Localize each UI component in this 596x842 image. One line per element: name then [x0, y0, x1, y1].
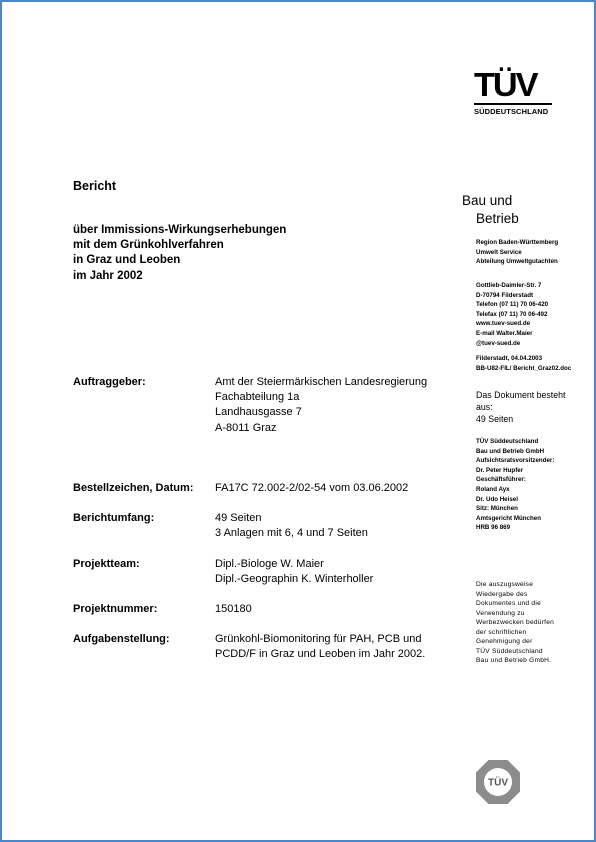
- notice-line: Wiedergabe des: [476, 590, 528, 598]
- client-line: Amt der Steiermärkischen Landesregierung: [215, 376, 428, 388]
- company-line: Sitz: München: [476, 505, 518, 513]
- address-line: Telefon (07 11) 70 06-420: [476, 301, 549, 309]
- notice-line: Dokumentes und die: [476, 600, 541, 607]
- address-line: D-70794 Filderstadt: [476, 291, 534, 299]
- company-line: Aufsichtsratsvorsitzender:: [476, 457, 555, 465]
- seal-text: TÜV: [488, 777, 508, 789]
- team-line: Dipl.-Biologe W. Maier: [215, 558, 324, 570]
- task-line: PCDD/F in Graz und Leoben im Jahr 2002.: [215, 648, 426, 661]
- task-line: Grünkohl-Biomonitoring für PAH, PCB und: [215, 633, 422, 645]
- notice-line: Genehmigung der: [476, 638, 533, 645]
- task-value: [215, 632, 425, 662]
- order-label: Bestellzeichen, Datum:: [73, 482, 194, 494]
- company-block: [476, 437, 554, 533]
- order-value: FA17C 72.002-2/02-54 vom 03.06.2002: [215, 482, 409, 494]
- notice-line: der schriftlichen: [476, 628, 527, 636]
- notice-line: Verwendung zu: [476, 609, 525, 617]
- subject-line: über Immissions-Wirkungserhebungen: [73, 224, 287, 236]
- client-value: [215, 375, 427, 436]
- subject-line: in Graz und Leoben: [73, 254, 181, 267]
- region-line: Region Baden-Württemberg: [476, 239, 559, 246]
- address-line: @tuev-sued.de: [476, 339, 521, 347]
- company-line: Amtsgericht München: [476, 514, 541, 522]
- company-line: HRB 96 869: [476, 524, 511, 532]
- scope-label: Berichtumfang:: [73, 512, 155, 524]
- notice-line: Die auszugsweise: [476, 581, 534, 588]
- region-line: Abteilung Umweltgutachten: [476, 258, 558, 266]
- division-line: Betrieb: [476, 211, 519, 226]
- logo-rule: [474, 103, 552, 105]
- division-line: Bau und: [462, 193, 513, 208]
- address-block: [476, 281, 548, 348]
- reference-block: [476, 354, 571, 373]
- address-line: Gottlieb-Daimler-Str. 7: [476, 282, 542, 289]
- logo-word: TÜV: [474, 66, 537, 103]
- scope-line: 3 Anlagen mit 6, 4 und 7 Seiten: [215, 527, 368, 540]
- subject-line: im Jahr 2002: [73, 269, 143, 282]
- tuv-logo: [474, 68, 554, 116]
- task-label: Aufgabenstellung:: [73, 633, 170, 645]
- company-line: Bau und Betrieb GmbH: [476, 447, 545, 455]
- notice-line: Werbezwecken bedürfen: [476, 619, 555, 626]
- project-number-value: 150180: [215, 603, 252, 615]
- report-title: Bericht: [73, 179, 117, 193]
- company-line: TÜV Süddeutschland: [476, 438, 539, 445]
- division-heading: [462, 192, 519, 228]
- client-label: Auftraggeber:: [73, 376, 146, 388]
- team-value: [215, 557, 373, 587]
- client-line: Landhausgasse 7: [215, 406, 302, 419]
- team-line: Dipl.-Geographin K. Winterholler: [215, 573, 374, 586]
- client-line: A-8011 Graz: [215, 421, 277, 434]
- region-line: Umwelt Service: [476, 248, 522, 256]
- scope-value: [215, 511, 368, 541]
- company-line: Roland Ayx: [476, 485, 510, 493]
- report-subject: [73, 223, 286, 284]
- page-count-block: [476, 389, 565, 425]
- page-count-line: 49 Seiten: [476, 414, 514, 424]
- client-line: Fachabteilung 1a: [215, 391, 300, 404]
- address-line: www.tuev-sued.de: [476, 320, 531, 328]
- company-line: Geschäftsführer:: [476, 476, 526, 484]
- logo-subtitle: SÜDDEUTSCHLAND: [474, 106, 549, 116]
- file-reference-line: BB-U82-FIL/ Bericht_Graz02.doc: [476, 364, 572, 372]
- notice-line: TÜV Süddeutschland: [476, 647, 543, 655]
- scope-line: 49 Seiten: [215, 512, 262, 524]
- address-line: E-mail Walter.Maier: [476, 329, 533, 337]
- company-line: Dr. Peter Hupfer: [476, 466, 524, 474]
- page-count-line: aus:: [476, 402, 493, 412]
- page-count-line: Das Dokument besteht: [476, 390, 566, 400]
- subject-line: mit dem Grünkohlverfahren: [73, 239, 224, 252]
- project-number-label: Projektnummer:: [73, 603, 158, 615]
- tuv-seal-icon: [475, 759, 521, 805]
- copyright-notice: [476, 580, 554, 666]
- region-block: [476, 238, 558, 267]
- team-label: Projektteam:: [73, 558, 140, 570]
- notice-line: Bau und Betrieb GmbH.: [476, 657, 552, 664]
- date-line: Filderstadt, 04.04.2003: [476, 355, 543, 362]
- address-line: Telefax (07 11) 70 06-492: [476, 310, 548, 318]
- company-line: Dr. Udo Heisel: [476, 495, 518, 503]
